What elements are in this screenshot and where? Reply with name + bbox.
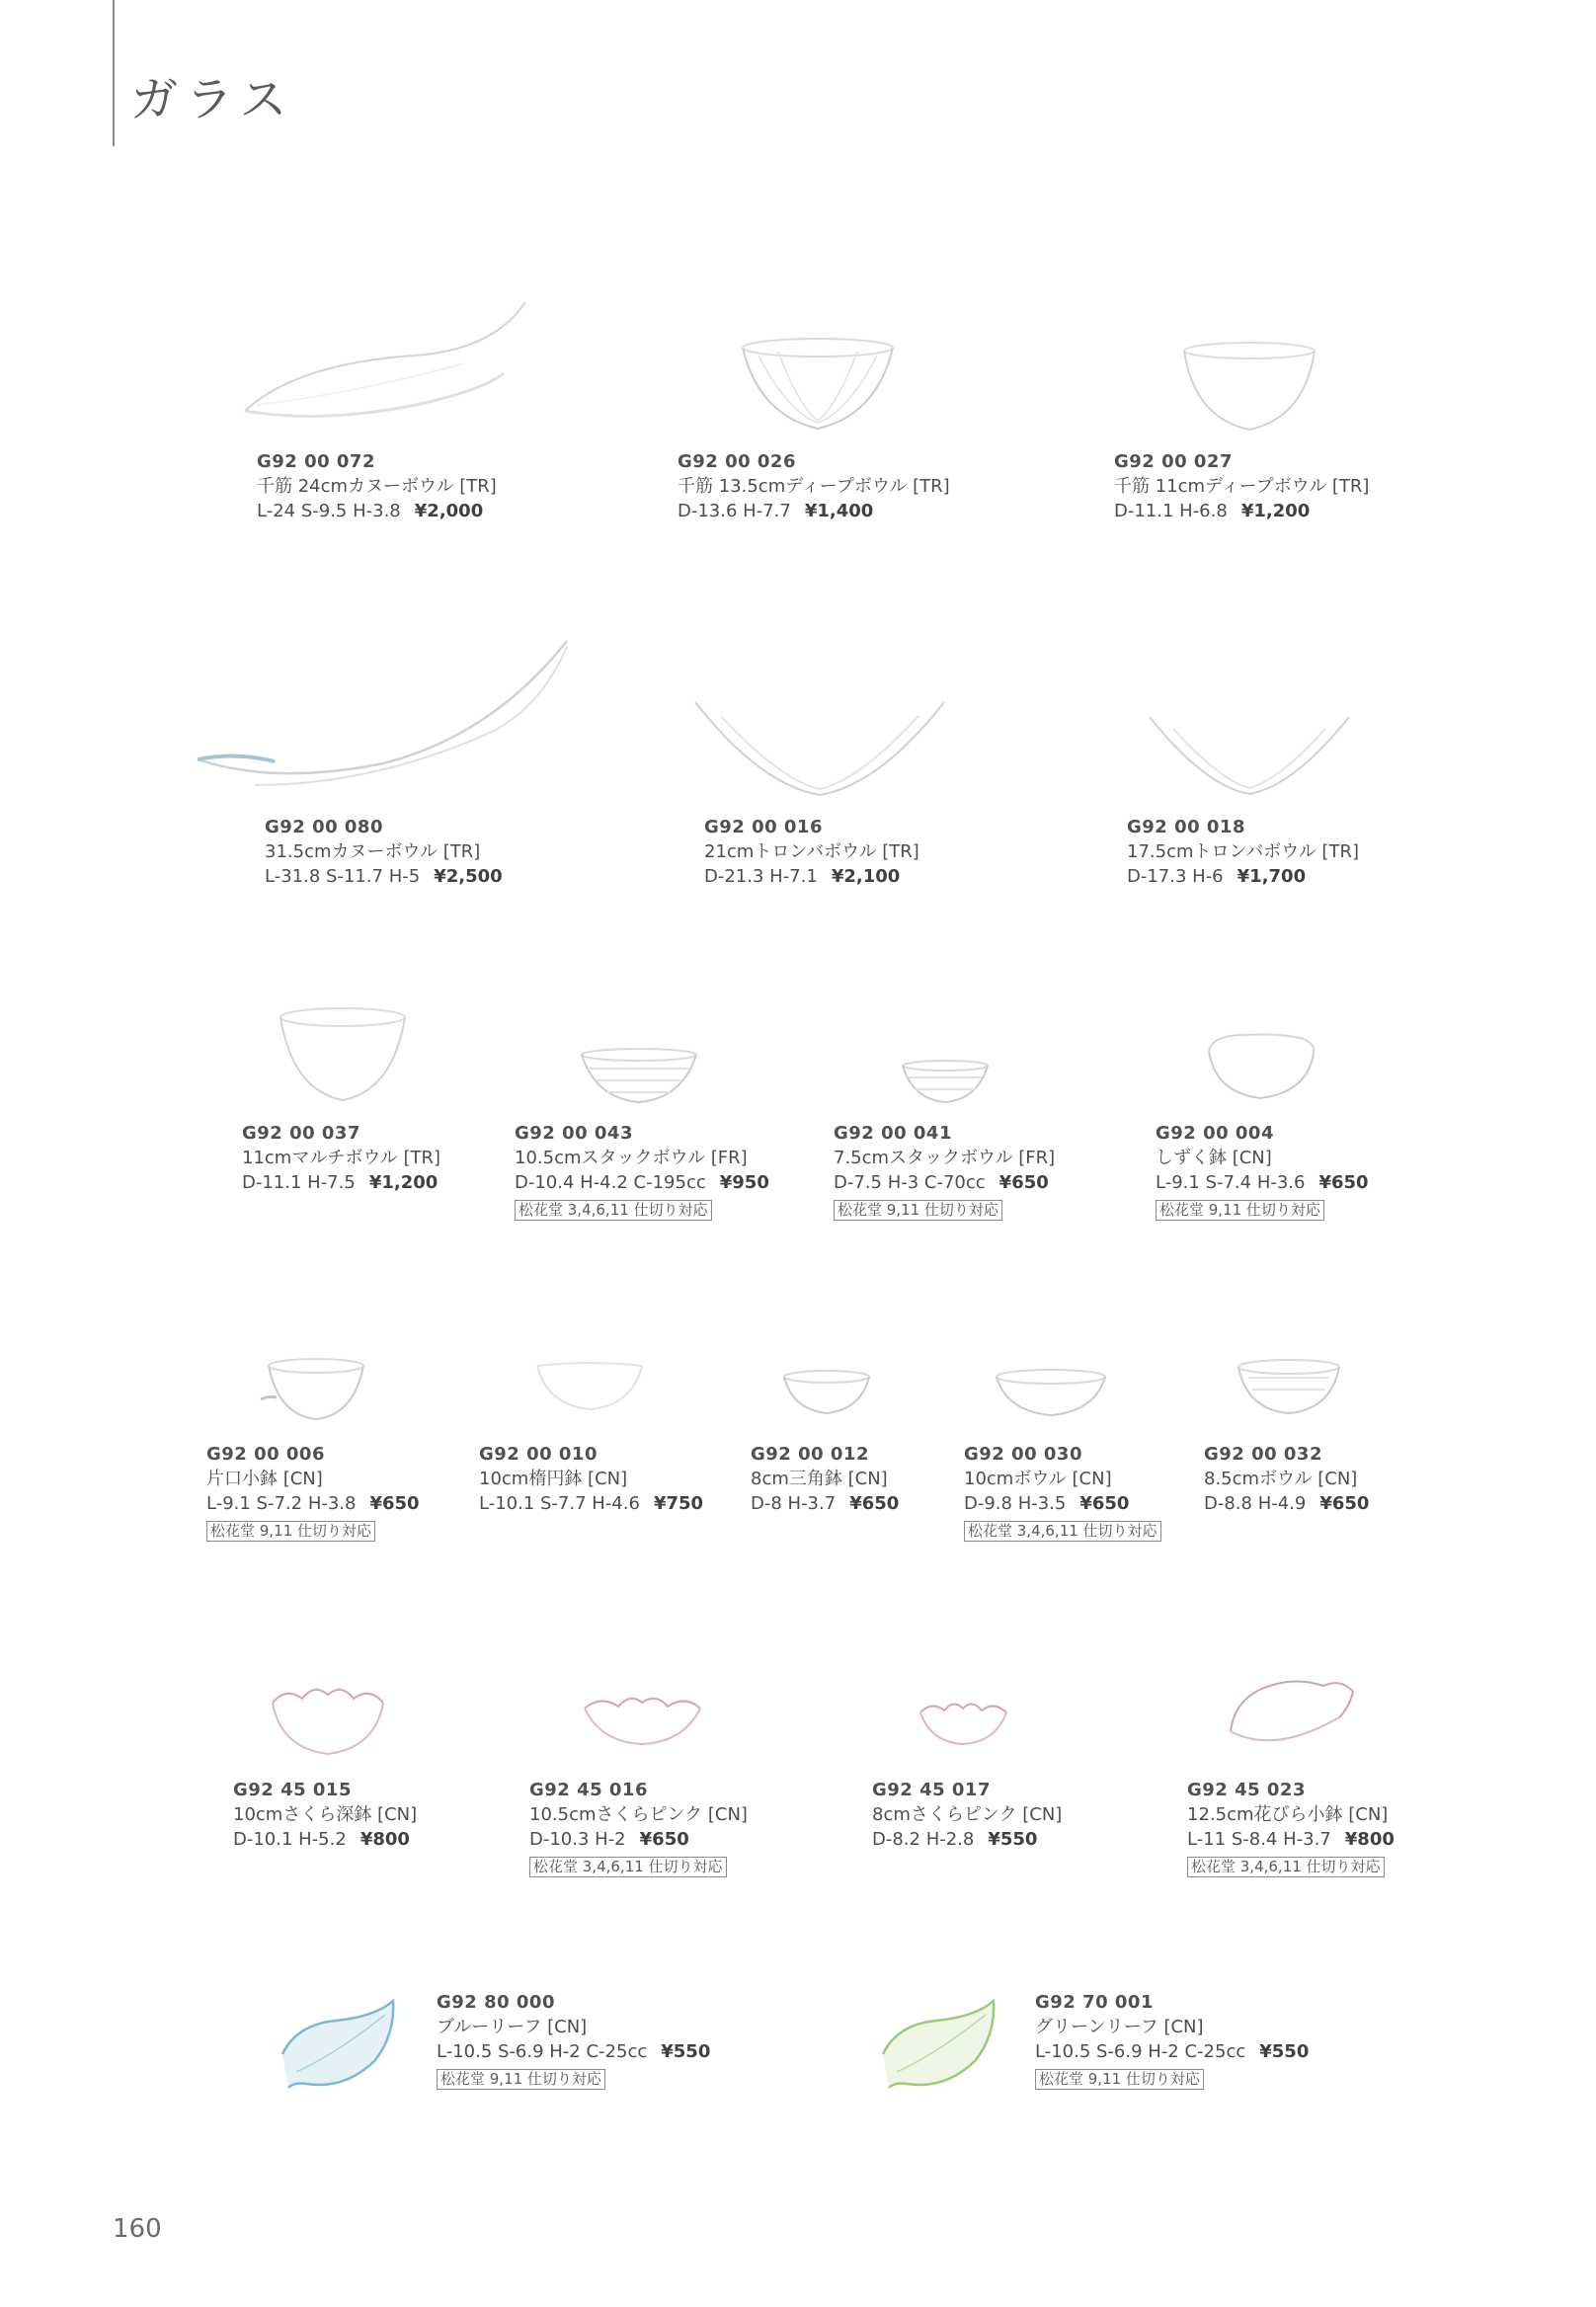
product-dims: D-9.8 H-3.5 <box>964 1493 1067 1514</box>
product-code: G92 00 010 <box>479 1444 598 1465</box>
product-info <box>1127 815 1359 889</box>
partition-note: 松花堂 9,11 仕切り対応 <box>1035 2069 1204 2090</box>
product-price: ¥650 <box>639 1829 689 1850</box>
partition-note: 松花堂 3,4,6,11 仕切り対応 <box>529 1857 727 1877</box>
product-price: ¥650 <box>1079 1493 1130 1514</box>
product-image <box>899 1060 993 1105</box>
product-dims: L-10.1 S-7.7 H-4.6 <box>479 1493 640 1514</box>
product-dims: D-7.5 H-3 C-70cc <box>834 1172 986 1193</box>
product-info <box>834 1121 1055 1222</box>
product-info <box>1156 1121 1369 1222</box>
product-image <box>578 1047 701 1106</box>
product-code: G92 00 030 <box>964 1444 1082 1465</box>
partition-note: 松花堂 3,4,6,11 仕切り対応 <box>515 1200 712 1221</box>
product-info <box>872 1778 1062 1852</box>
product-image <box>196 637 571 805</box>
product-image <box>277 1005 410 1104</box>
product-price: ¥650 <box>998 1172 1049 1193</box>
product-code: G92 00 041 <box>834 1123 952 1144</box>
partition-note: 松花堂 3,4,6,11 仕切り対応 <box>964 1521 1161 1542</box>
product-code: G92 00 016 <box>704 817 823 837</box>
product-dims: D-8 H-3.7 <box>751 1493 837 1514</box>
product-name: 8.5cmボウル [CN] <box>1204 1469 1358 1489</box>
product-dims: L-31.8 S-11.7 H-5 <box>265 866 421 887</box>
product-info <box>206 1442 420 1543</box>
product-price: ¥650 <box>849 1493 900 1514</box>
product-image <box>581 1689 704 1748</box>
product-image <box>277 1995 405 2094</box>
product-image <box>533 1358 647 1412</box>
product-name: 7.5cmスタックボウル [FR] <box>834 1148 1056 1168</box>
product-image <box>259 1356 367 1425</box>
product-code: G92 00 043 <box>515 1123 633 1144</box>
product-info <box>704 815 919 889</box>
product-dims: D-11.1 H-6.8 <box>1114 501 1228 521</box>
product-image <box>1180 341 1318 435</box>
product-dims: D-21.3 H-7.1 <box>704 866 818 887</box>
partition-note: 松花堂 9,11 仕切り対応 <box>437 2069 605 2090</box>
product-info <box>964 1442 1161 1543</box>
product-dims: L-9.1 S-7.4 H-3.6 <box>1156 1172 1306 1193</box>
product-name: 17.5cmトロンバボウル [TR] <box>1127 841 1359 862</box>
product-price: ¥550 <box>661 2041 711 2062</box>
product-price: ¥2,500 <box>434 866 503 887</box>
product-info <box>529 1778 748 1878</box>
product-code: G92 00 072 <box>257 451 375 472</box>
product-name: 8cmさくらピンク [CN] <box>872 1804 1063 1825</box>
product-info <box>678 449 950 523</box>
product-name: しずく鉢 [CN] <box>1156 1148 1272 1168</box>
product-image <box>739 336 897 435</box>
product-image <box>691 696 948 800</box>
product-info <box>242 1121 440 1195</box>
page-title: ガラス <box>130 72 295 127</box>
product-code: G92 00 026 <box>678 451 796 472</box>
product-price: ¥800 <box>359 1829 410 1850</box>
page-number: 160 <box>113 2214 162 2244</box>
product-dims: D-8.2 H-2.8 <box>872 1829 975 1850</box>
product-image <box>780 1368 874 1417</box>
product-image <box>1205 1029 1318 1103</box>
product-name: 8cm三角鉢 [CN] <box>751 1469 888 1489</box>
product-name: 10.5cmさくらピンク [CN] <box>529 1804 748 1825</box>
product-code: G92 00 037 <box>242 1123 360 1144</box>
product-name: 10.5cmスタックボウル [FR] <box>515 1148 748 1168</box>
product-name: 10cmさくら深鉢 [CN] <box>233 1804 418 1825</box>
product-info <box>1114 449 1369 523</box>
product-price: ¥1,700 <box>1237 866 1307 887</box>
product-dims: D-11.1 H-7.5 <box>242 1172 356 1193</box>
product-name: 31.5cmカヌーボウル [TR] <box>265 841 481 862</box>
product-code: G92 45 016 <box>529 1780 648 1800</box>
product-price: ¥550 <box>988 1829 1038 1850</box>
product-price: ¥650 <box>1319 1493 1370 1514</box>
product-price: ¥650 <box>1318 1172 1369 1193</box>
product-info <box>233 1778 417 1852</box>
product-price: ¥1,200 <box>368 1172 439 1193</box>
product-dims: D-10.4 H-4.2 C-195cc <box>515 1172 706 1193</box>
product-code: G92 00 004 <box>1156 1123 1274 1144</box>
product-code: G92 80 000 <box>437 1992 555 2013</box>
product-name: 千筋 24cmカヌーボウル [TR] <box>257 476 497 497</box>
product-code: G92 00 027 <box>1114 451 1233 472</box>
product-name: 21cmトロンバボウル [TR] <box>704 841 919 862</box>
product-dims: L-10.5 S-6.9 H-2 C-25cc <box>437 2041 648 2062</box>
product-info <box>479 1442 703 1516</box>
product-info <box>257 449 497 523</box>
partition-note: 松花堂 9,11 仕切り対応 <box>1156 1200 1324 1221</box>
product-price: ¥650 <box>369 1493 420 1514</box>
product-info <box>437 1990 710 2091</box>
product-code: G92 00 080 <box>265 817 383 837</box>
product-dims: D-13.6 H-7.7 <box>678 501 791 521</box>
product-code: G92 00 006 <box>206 1444 325 1465</box>
product-info <box>515 1121 769 1222</box>
product-price: ¥750 <box>653 1493 704 1514</box>
product-name: 10cm楕円鉢 [CN] <box>479 1469 628 1489</box>
product-name: 12.5cm花びら小鉢 [CN] <box>1187 1804 1389 1825</box>
product-name: 10cmボウル [CN] <box>964 1469 1112 1489</box>
product-name: 千筋 13.5cmディープボウル [TR] <box>678 476 950 497</box>
product-image <box>1225 1674 1358 1753</box>
product-code: G92 00 018 <box>1127 817 1245 837</box>
header-rule <box>113 0 115 146</box>
product-dims: L-10.5 S-6.9 H-2 C-25cc <box>1035 2041 1246 2062</box>
product-image <box>237 294 533 433</box>
product-name: ブルーリーフ [CN] <box>437 2017 588 2037</box>
product-image <box>1146 711 1353 800</box>
product-dims: D-17.3 H-6 <box>1127 866 1224 887</box>
product-price: ¥2,100 <box>831 866 901 887</box>
product-info <box>1204 1442 1369 1516</box>
product-code: G92 45 023 <box>1187 1780 1306 1800</box>
partition-note: 松花堂 3,4,6,11 仕切り対応 <box>1187 1857 1385 1877</box>
product-price: ¥1,200 <box>1240 501 1311 521</box>
product-dims: L-9.1 S-7.2 H-3.8 <box>206 1493 357 1514</box>
product-image <box>917 1697 1010 1748</box>
product-price: ¥2,000 <box>414 501 484 521</box>
product-code: G92 00 032 <box>1204 1444 1322 1465</box>
product-name: 片口小鉢 [CN] <box>206 1469 323 1489</box>
product-image <box>1235 1358 1343 1417</box>
product-price: ¥1,400 <box>804 501 874 521</box>
product-info <box>751 1442 899 1516</box>
product-name: 11cmマルチボウル [TR] <box>242 1148 441 1168</box>
product-name: グリーンリーフ [CN] <box>1035 2017 1204 2037</box>
product-info <box>1187 1778 1395 1878</box>
product-code: G92 45 015 <box>233 1780 352 1800</box>
product-dims: D-8.8 H-4.9 <box>1204 1493 1307 1514</box>
product-price: ¥950 <box>719 1172 769 1193</box>
partition-note: 松花堂 9,11 仕切り対応 <box>834 1200 1002 1221</box>
product-info <box>265 815 503 889</box>
product-name: 千筋 11cmディープボウル [TR] <box>1114 476 1370 497</box>
product-dims: D-10.3 H-2 <box>529 1829 626 1850</box>
product-image <box>877 1995 1005 2094</box>
product-code: G92 70 001 <box>1035 1992 1154 2013</box>
product-dims: L-11 S-8.4 H-3.7 <box>1187 1829 1331 1850</box>
partition-note: 松花堂 9,11 仕切り対応 <box>206 1521 375 1542</box>
product-info <box>1035 1990 1309 2091</box>
product-code: G92 45 017 <box>872 1780 991 1800</box>
product-dims: L-24 S-9.5 H-3.8 <box>257 501 401 521</box>
product-dims: D-10.1 H-5.2 <box>233 1829 347 1850</box>
product-code: G92 00 012 <box>751 1444 869 1465</box>
product-price: ¥800 <box>1344 1829 1395 1850</box>
product-price: ¥550 <box>1259 2041 1310 2062</box>
product-image <box>269 1679 387 1758</box>
product-image <box>993 1368 1109 1419</box>
